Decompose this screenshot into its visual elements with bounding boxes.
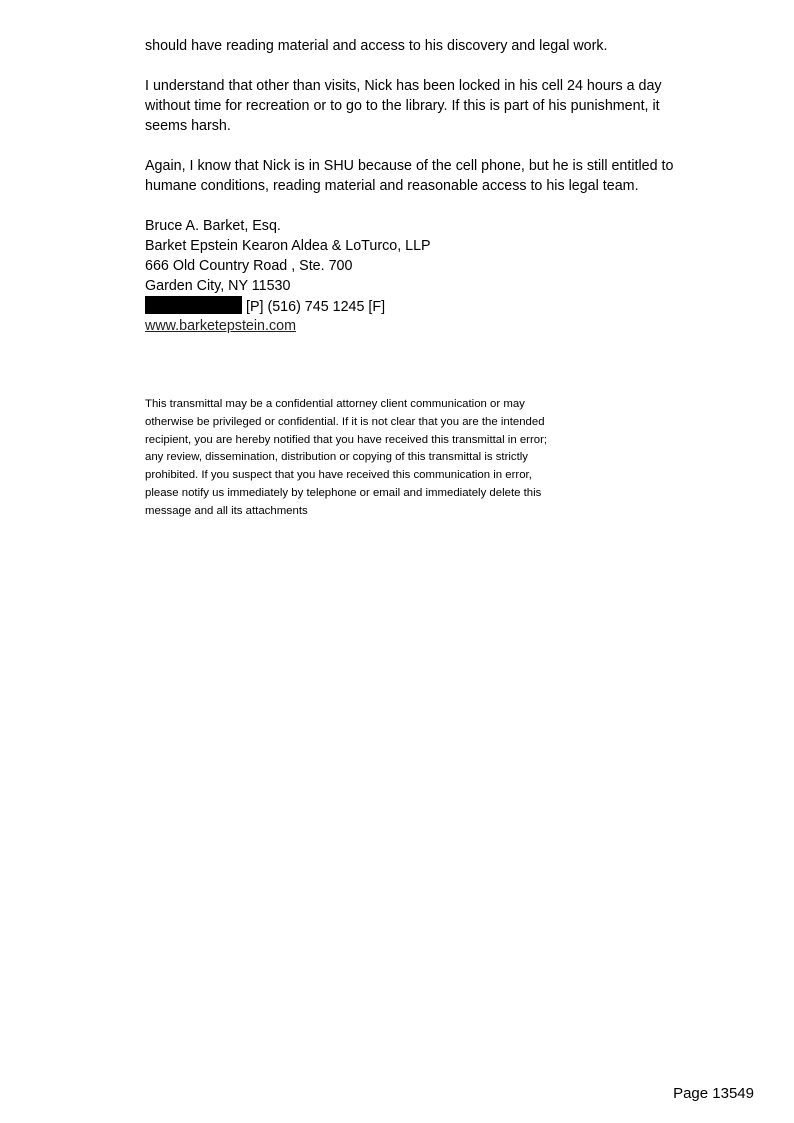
email-body [145,36,675,336]
disclaimer-line: any review, dissemination, distribution or copying of this transmittal is strictly [145,451,529,464]
signature-address-line2: Garden City, NY 11530 [145,278,291,294]
page-number: Page 13549 [673,1085,754,1102]
disclaimer-line: otherwise be privileged or confidential. If it is not clear that you are the intended [145,415,545,428]
disclaimer-line: message and all its attachments [145,504,308,517]
confidentiality-disclaimer [145,396,665,521]
paragraph-shu-conditions: Again, I know that Nick is in SHU because of the cell phone, but he is still entitled to humane conditions, reading material and reasonable access to his legal team. [145,158,674,194]
website-link[interactable]: www.barketepstein.com [145,318,296,334]
signature-phone-row [145,296,675,316]
paragraph-cell-lockdown: I understand that other than visits, Nick has been locked in his cell 24 hours a day without time for recreation or to go to the library. If this is part of his punishment, it seems harsh. [145,78,662,134]
redaction-block [145,296,242,314]
signature-address-line1: 666 Old Country Road , Ste. 700 [145,258,353,274]
signature-phone: [P] (516) 745 1245 [F] [246,299,386,315]
signature-firm: Barket Epstein Kearon Aldea & LoTurco, LLP [145,238,431,254]
disclaimer-line: prohibited. If you suspect that you have received this communication in error, [145,469,532,482]
signature-block [145,216,675,336]
paragraph-reading-material: should have reading material and access to his discovery and legal work. [145,38,608,54]
disclaimer-line: This transmittal may be a confidential attorney client communication or may [145,398,525,410]
disclaimer-line: recipient, you are hereby notified that you have received this transmittal in error; [145,433,548,446]
disclaimer-line: please notify us immediately by telephone or email and immediately delete this [145,486,542,499]
signature-website-row [145,316,675,336]
signature-name: Bruce A. Barket, Esq. [145,218,281,234]
